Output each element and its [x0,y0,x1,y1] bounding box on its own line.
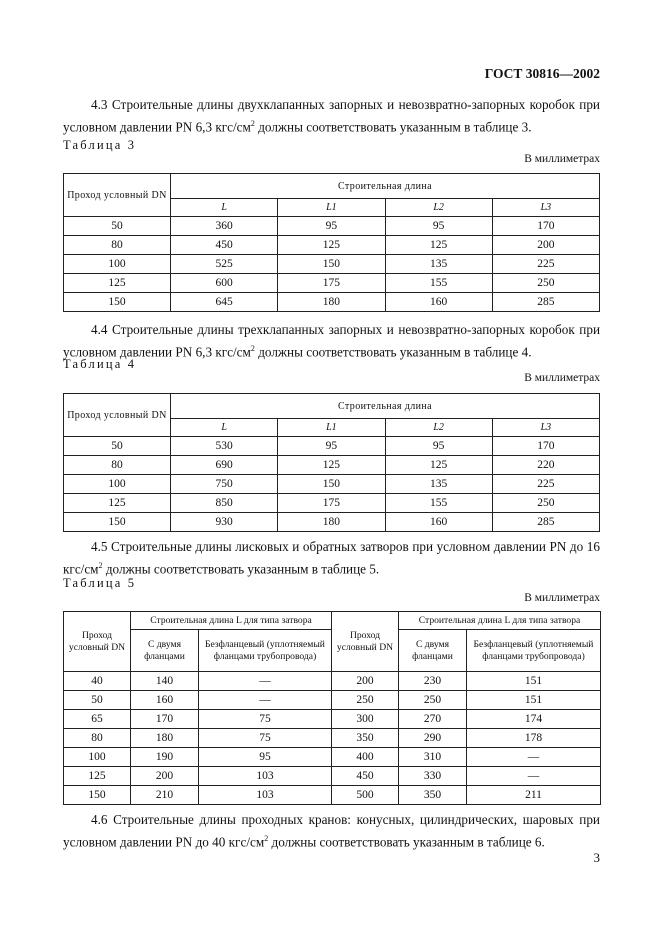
table-cell: 180 [278,293,385,312]
table-cell: — [199,691,332,710]
table-cell: 80 [64,729,131,748]
subcolumn-header: L [171,419,278,437]
table-cell: 178 [467,729,601,748]
document-header: ГОСТ 30816—2002 [484,66,600,81]
paragraph-4-6: 4.6 Строительные длины проходных кранов: конусных, цилиндрических, шаровых при условном давлении PN до 40 кгс/$см^2$ должны соответствовать указанным в таблице 6. [63,812,600,850]
table-cell: 250 [399,691,467,710]
table-cell: 175 [278,494,385,513]
table-cell: 690 [171,456,278,475]
table-3-caption: Таблица 3 [63,138,137,152]
subcolumn-header: L3 [492,419,599,437]
column-header-dn: Проход условный DN [64,174,171,217]
table-cell: 225 [492,475,599,494]
column-header-dn: Проход условный DN [64,612,131,672]
table-cell: 350 [332,729,399,748]
table-3-units: В миллиметрах [524,153,600,165]
table-cell: 160 [385,293,492,312]
page-number: 3 [593,850,600,865]
table-cell: 75 [199,710,332,729]
subcolumn-header: L1 [278,199,385,217]
subcolumn-header: L3 [492,199,599,217]
table-cell: 300 [332,710,399,729]
table-cell: 75 [199,729,332,748]
table-cell: 50 [64,691,131,710]
table-4 [63,393,600,532]
table-cell: 103 [199,767,332,786]
table-cell: 500 [332,786,399,805]
subcolumn-header-two-flanges: С двумя фланцами [131,630,199,672]
table-4-caption: Таблица 4 [63,357,137,371]
table-cell: 600 [171,274,278,293]
table-cell: 170 [131,710,199,729]
table-cell: 450 [332,767,399,786]
subcolumn-header: L2 [385,199,492,217]
table-cell: 100 [64,475,171,494]
table-cell: — [467,767,601,786]
table-cell: — [467,748,601,767]
table-cell: 350 [399,786,467,805]
column-header-dn: Проход условный DN [332,612,399,672]
table-cell: 211 [467,786,601,805]
table-row [64,748,601,767]
table-cell: 50 [64,217,171,236]
table-cell: 400 [332,748,399,767]
paragraph-4-3: 4.3 Строительные длины двухклапанных запорных и невозвратно-запорных коробок при условном давлении PN 6,3 кгс/$см^2$ должны соответствовать указанным в таблице 3. [63,97,600,135]
table-cell: 103 [199,786,332,805]
table-cell: 180 [278,513,385,532]
column-group-header: Строительная длина [171,174,600,199]
table-cell: 160 [131,691,199,710]
table-row [64,293,600,312]
table-cell: 150 [64,293,171,312]
table-cell: 450 [171,236,278,255]
table-cell: 360 [171,217,278,236]
table-cell: 160 [385,513,492,532]
table-row [64,475,600,494]
table-cell: 135 [385,475,492,494]
table-cell: 150 [278,475,385,494]
paragraph-4-4: 4.4 Строительные длины трехклапанных запорных и невозвратно-запорных коробок при условном давлении PN 6,3 кгс/$см^2$ должны соответствовать указанным в таблице 4. [63,322,600,360]
table-cell: 40 [64,672,131,691]
table-cell: 200 [131,767,199,786]
table-cell: 250 [332,691,399,710]
table-cell: 200 [492,236,599,255]
table-cell: 250 [492,274,599,293]
table-cell: 170 [492,217,599,236]
table-cell: 150 [278,255,385,274]
table-cell: 100 [64,748,131,767]
table-cell: 225 [492,255,599,274]
table-cell: 151 [467,691,601,710]
table-cell: 135 [385,255,492,274]
table-row [64,274,600,293]
table-cell: 645 [171,293,278,312]
table-cell: 930 [171,513,278,532]
table-cell: 285 [492,513,599,532]
table-row [64,513,600,532]
subcolumn-header-flangeless: Безфланцевый (уплотняемый фланцами трубопровода) [199,630,332,672]
table-cell: 125 [385,456,492,475]
table-cell: 125 [385,236,492,255]
table-5 [63,611,601,805]
table-cell: 95 [199,748,332,767]
table-cell: 200 [332,672,399,691]
table-cell: 330 [399,767,467,786]
table-cell: 190 [131,748,199,767]
table-cell: 174 [467,710,601,729]
table-cell: 850 [171,494,278,513]
table-cell: 220 [492,456,599,475]
table-row [64,437,600,456]
table-cell: 230 [399,672,467,691]
table-cell: 50 [64,437,171,456]
table-cell: 285 [492,293,599,312]
table-cell: 210 [131,786,199,805]
table-cell: 95 [278,217,385,236]
table-cell: 65 [64,710,131,729]
paragraph-4-5: 4.5 Строительные длины лисковых и обратных затворов при условном давлении PN до 16 кгс/$см^2$ должны соответствовать указанным в таблице 5. [63,539,600,577]
column-group-header: Строительная длина [171,394,600,419]
table-cell: 310 [399,748,467,767]
table-5-units: В миллиметрах [524,592,600,604]
table-row [64,255,600,274]
table-cell: 150 [64,786,131,805]
table-row [64,236,600,255]
subcolumn-header: L [171,199,278,217]
table-cell: 270 [399,710,467,729]
table-cell: 80 [64,236,171,255]
table-cell: 100 [64,255,171,274]
table-cell: 125 [278,456,385,475]
table-cell: 95 [278,437,385,456]
table-row [64,786,601,805]
table-cell: 155 [385,494,492,513]
table-row [64,217,600,236]
table-cell: 250 [492,494,599,513]
table-row [64,494,600,513]
table-cell: 80 [64,456,171,475]
table-3 [63,173,600,312]
table-cell: 525 [171,255,278,274]
column-group-header: Строительная длина L для типа затвора [131,612,332,630]
table-cell: 125 [64,767,131,786]
table-cell: 530 [171,437,278,456]
table-4-units: В миллиметрах [524,372,600,384]
column-header-dn: Проход условный DN [64,394,171,437]
table-cell: 125 [64,274,171,293]
table-cell: 170 [492,437,599,456]
table-cell: 180 [131,729,199,748]
table-cell: 151 [467,672,601,691]
column-group-header: Строительная длина L для типа затвора [399,612,601,630]
table-row [64,710,601,729]
table-row [64,691,601,710]
subcolumn-header: L1 [278,419,385,437]
table-cell: 125 [278,236,385,255]
table-row [64,672,601,691]
subcolumn-header-two-flanges: С двумя фланцами [399,630,467,672]
table-cell: — [199,672,332,691]
table-row [64,729,601,748]
table-cell: 95 [385,217,492,236]
table-cell: 290 [399,729,467,748]
table-row [64,767,601,786]
table-cell: 150 [64,513,171,532]
subcolumn-header-flangeless: Безфланцевый (уплотняемый фланцами трубопровода) [467,630,601,672]
table-cell: 95 [385,437,492,456]
table-cell: 155 [385,274,492,293]
table-row [64,456,600,475]
table-cell: 140 [131,672,199,691]
table-cell: 750 [171,475,278,494]
table-cell: 175 [278,274,385,293]
table-5-caption: Таблица 5 [63,576,137,590]
table-cell: 125 [64,494,171,513]
subcolumn-header: L2 [385,419,492,437]
